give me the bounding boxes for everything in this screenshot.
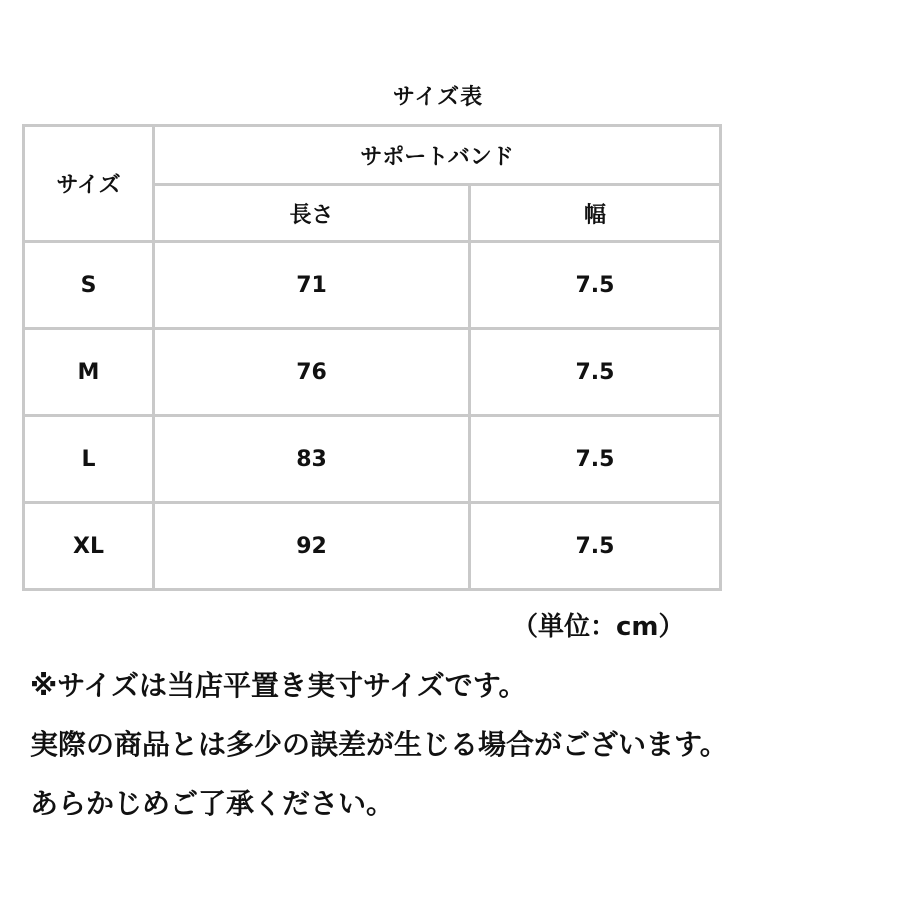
table-row [24,416,721,503]
size-cell: S [24,242,154,329]
note-line: ※サイズは当店平置き実寸サイズです。 [30,669,527,702]
length-cell: 92 [154,503,470,590]
length-cell: 76 [154,329,470,416]
width-cell: 7.5 [470,416,721,503]
table-row [24,503,721,590]
unit-note: （単位：cm） [512,612,685,642]
width-cell: 7.5 [470,329,721,416]
size-table [22,124,722,591]
size-cell: M [24,329,154,416]
length-header-cell: 長さ [154,185,470,242]
width-header-cell: 幅 [470,185,721,242]
table-row [24,242,721,329]
length-cell: 83 [154,416,470,503]
note-line: あらかじめご了承ください。 [30,787,395,820]
support-band-header-cell: サポートバンド [154,126,721,185]
size-cell: L [24,416,154,503]
table-title: サイズ表 [392,85,484,110]
size-header-cell: サイズ [24,126,154,242]
width-cell: 7.5 [470,503,721,590]
header-row [24,126,721,185]
width-cell: 7.5 [470,242,721,329]
note-line: 実際の商品とは多少の誤差が生じる場合がございます。 [30,728,728,761]
size-cell: XL [24,503,154,590]
table-row [24,329,721,416]
length-cell: 71 [154,242,470,329]
